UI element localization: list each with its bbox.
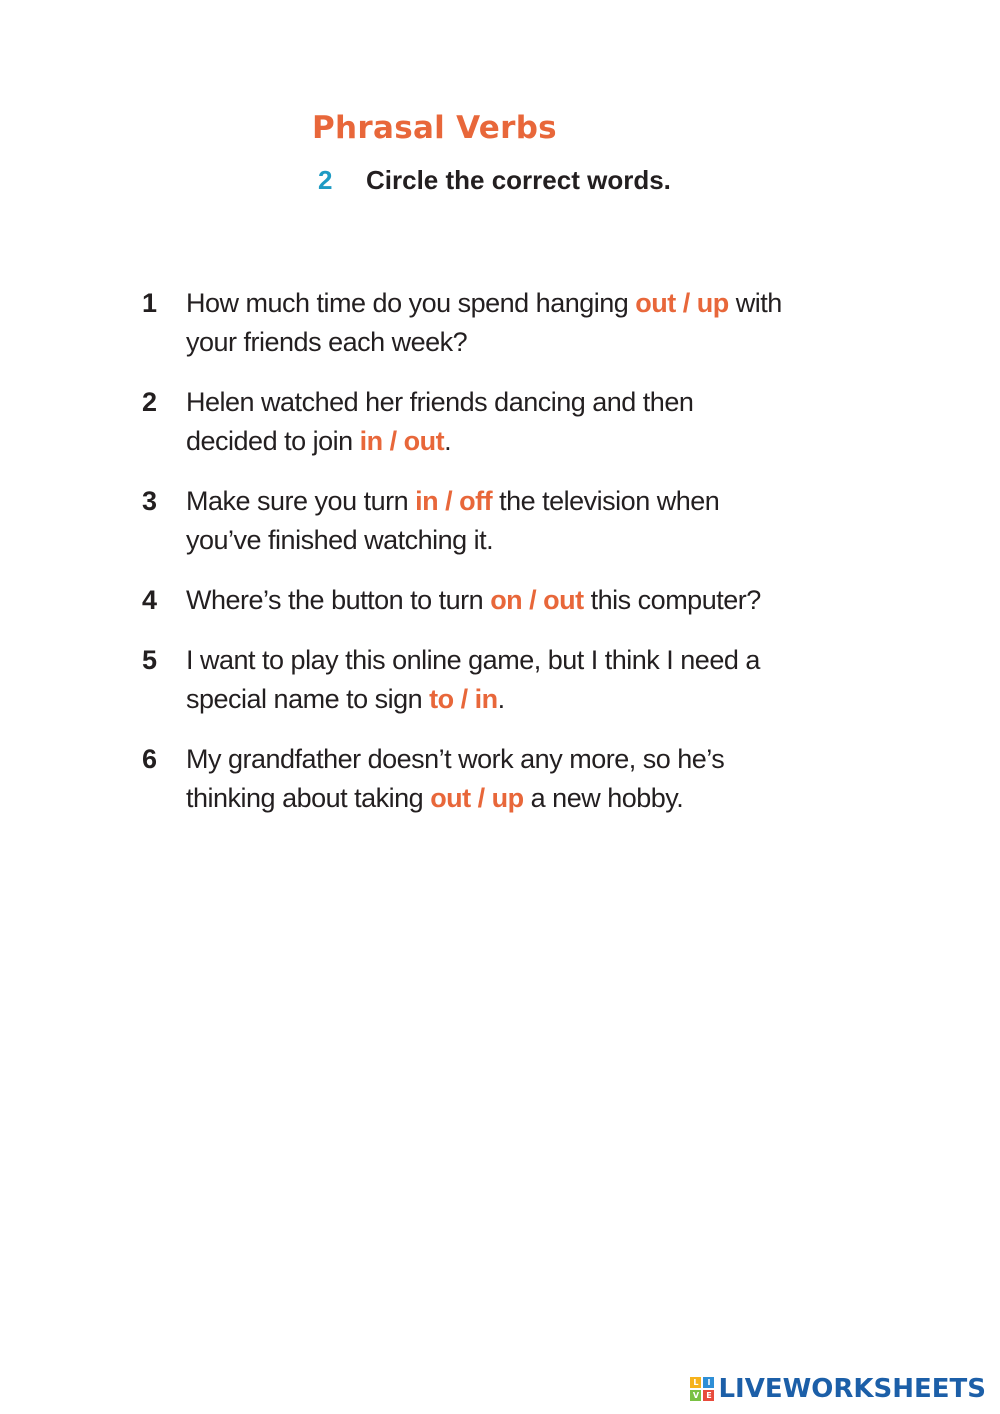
item-sentence [186,284,902,362]
item-sentence [186,641,902,719]
instruction-number: 2 [318,165,333,195]
exercise-item-4 [142,581,902,620]
exercise-item-6 [142,740,902,818]
exercise-item-5 [142,641,902,719]
answer-options[interactable]: out / up [430,783,524,813]
sentence-text: you’ve finished watching it. [186,525,494,555]
sentence-text: My grandfather doesn’t work any more, so he’s [186,744,725,774]
item-sentence [186,482,902,560]
exercise-list [142,284,902,839]
worksheet-title: Phrasal Verbs [312,110,557,146]
item-sentence [186,383,902,461]
sentence-text: your friends each week? [186,327,468,357]
item-number: 3 [142,486,157,516]
brand-text: LIVEWORKSHEETS [718,1374,986,1404]
answer-options[interactable]: in / out [359,426,445,456]
item-number: 2 [142,387,157,417]
answer-options[interactable]: on / out [490,585,584,615]
sentence-text: special name to sign [186,684,430,714]
sentence-text: How much time do you spend hanging [186,288,636,318]
item-number: 5 [142,645,157,675]
sentence-text: a new hobby. [523,783,684,813]
sentence-text: the television when [492,486,720,516]
instruction [318,165,671,196]
liveworksheets-logo-icon: L I V E [690,1377,714,1401]
item-sentence [186,581,902,620]
sentence-text: I want to play this online game, but I think I need a [186,645,760,675]
sentence-text: thinking about taking [186,783,431,813]
sentence-text: . [497,684,505,714]
sentence-text: . [444,426,452,456]
item-number: 4 [142,585,157,615]
liveworksheets-brand [690,1374,986,1404]
sentence-text: Make sure you turn [186,486,416,516]
sentence-text: decided to join [186,426,360,456]
answer-options[interactable]: to / in [429,684,498,714]
item-sentence [186,740,902,818]
answer-options[interactable]: out / up [635,288,729,318]
sentence-text: this computer? [583,585,761,615]
item-number: 1 [142,288,157,318]
exercise-item-3 [142,482,902,560]
exercise-item-2 [142,383,902,461]
item-number: 6 [142,744,157,774]
sentence-text: Helen watched her friends dancing and then [186,387,694,417]
exercise-item-1 [142,284,902,362]
sentence-text: with [728,288,782,318]
instruction-text: Circle the correct words. [366,165,671,195]
sentence-text: Where’s the button to turn [186,585,491,615]
answer-options[interactable]: in / off [415,486,493,516]
